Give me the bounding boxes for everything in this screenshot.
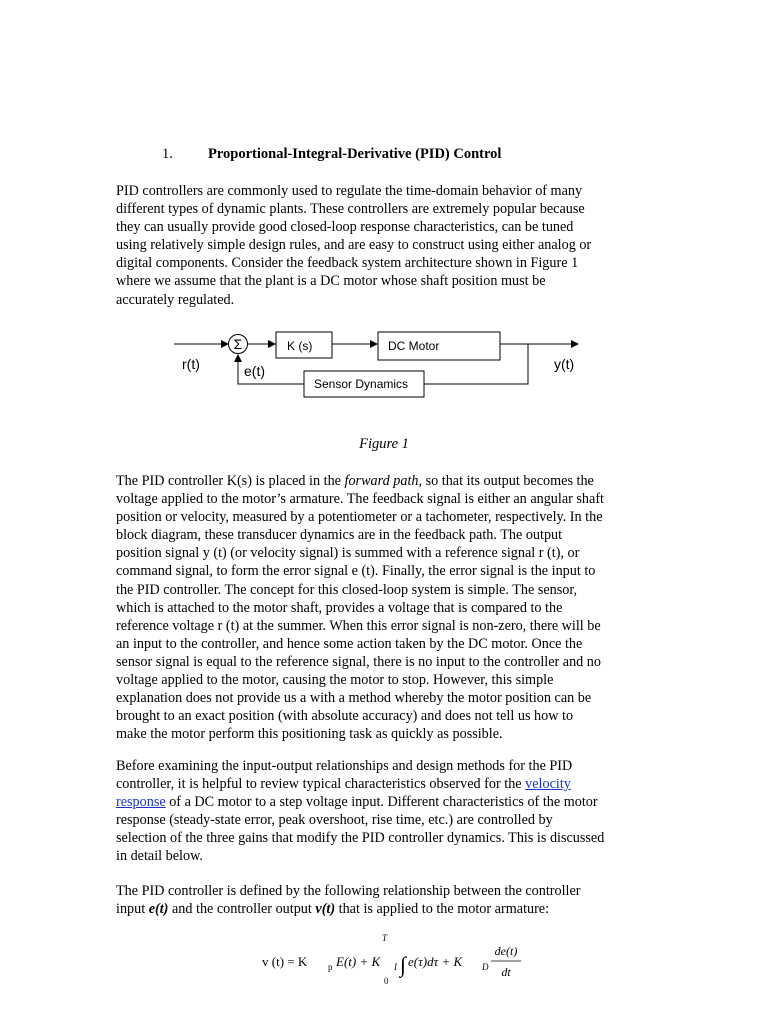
paragraph-line: where we assume that the plant is a DC motor whose shaft position must be [116,273,546,290]
section-heading [162,146,501,163]
equation-lhs: v (t) = K [262,954,308,969]
velocity-response-link-cont[interactable]: response [116,794,166,811]
controller-label: K (s) [287,339,313,353]
paragraph-line: sensor signal is equal to the reference signal, there is no input to the controller and no [116,653,601,670]
paragraph-line: explanation does not provide us a with a method whereby the motor position can be [116,690,592,707]
figure-caption: Figure 1 [359,436,409,452]
paragraph-line: position signal y (t) (or velocity signal) is summed with a reference signal r (t), or [116,545,580,562]
section-number: 1. [162,146,173,162]
paragraph-line: PID controllers are commonly used to regulate the time-domain behavior of many [116,183,583,199]
paragraph-line: in detail below. [116,848,203,865]
section-title: Proportional-Integral-Derivative (PID) Control [208,146,502,162]
pid-equation [262,930,522,990]
text-run: of a DC motor to a step voltage input. Different characteristics of the motor [165,794,598,811]
fraction-denominator: dt [501,965,511,979]
fraction-numerator: de(t) [494,944,518,958]
paragraph-line [116,775,656,793]
pid-equation-svg [262,930,522,990]
input-label: r(t) [182,356,200,372]
paragraph-velocity-response [116,757,656,866]
paragraph-line: response (steady-state error, peak overshoot, rise time, etc.) are controlled by [116,812,553,829]
paragraph-line [116,472,656,490]
ki-subscript: I [394,962,397,972]
paragraph-intro [116,182,656,309]
velocity-response-link[interactable]: velocity [525,776,571,793]
paragraph-line: voltage applied to the motor’s armature. The feedback signal is either an angular shaft [116,491,604,508]
equation-integrand: e(τ)dτ + K [408,954,463,969]
text-run: and the controller output [168,901,316,918]
paragraph-line: digital components. Consider the feedback system architecture shown in Figure 1 [116,255,579,272]
equation-term1: E(t) + K [336,954,381,969]
text-run: input [116,901,149,918]
paragraph-line: an input to the controller, and hence some action taken by the DC motor. Once the [116,635,583,652]
plant-label: DC Motor [388,339,440,353]
paragraph-line: Before examining the input-output relationships and design methods for the PID [116,758,573,774]
paragraph-line [116,900,656,918]
paragraph-line: reference voltage r (t) at the summer. When this error signal is non-zero, there will be [116,617,601,634]
paragraph-line: The PID controller is defined by the following relationship between the controller [116,883,581,899]
paragraph-line: brought to an exact position (with absolute accuracy) and does not tell us how to [116,708,574,725]
block-diagram [160,322,600,412]
paragraph-line: command signal, to form the error signal e (t). Finally, the error signal is the input to [116,563,596,580]
text-run: that is applied to the motor armature: [335,901,550,918]
kd-subscript: D [482,962,489,972]
paragraph-line: block diagram, these transducer dynamics are in the feedback path. The output [116,527,563,544]
integral-sign: ∫ [400,952,407,977]
paragraph-line: position or velocity, measured by a potentiometer or a tachometer, respectively. In the [116,509,603,526]
sensor-label: Sensor Dynamics [314,377,409,391]
paragraph-line [116,793,656,811]
paragraph-line: selection of the three gains that modify the PID controller dynamics. This is discussed [116,830,605,847]
output-label: y(t) [554,356,575,372]
emphasis-forward-path: forward path [344,473,419,489]
integral-upper-limit: T [382,933,388,943]
text-run: The PID controller K(s) is placed in the [116,473,345,489]
block-diagram-svg [160,322,600,412]
text-run: , so that its output becomes the [418,473,594,489]
paragraph-pid-controller [116,472,656,743]
sum-symbol: Σ [233,336,243,352]
error-signal-term: e(t) [148,901,169,918]
paragraph-line: different types of dynamic plants. These controllers are extremely popular because [116,201,585,218]
text-run: controller, it is helpful to review typical characteristics observed for the [116,776,526,793]
integral-lower-limit: 0 [384,976,389,986]
paragraph-line: which is attached to the motor shaft, provides a voltage that is compared to the [116,599,563,616]
paragraph-line: make the motor perform this positioning task as quickly as possible. [116,726,503,743]
paragraph-line: they can usually provide good closed-loop response characteristics, can be tuned [116,219,574,236]
error-label: e(t) [244,363,265,379]
paragraph-line: voltage applied to the motor, causing the motor to stop. However, this simple [116,672,554,689]
kp-subscript: p [328,962,333,972]
paragraph-definition [116,882,656,918]
output-signal-term: v(t) [315,901,336,918]
paragraph-line: accurately regulated. [116,291,235,308]
paragraph-line: using relatively simple design rules, and are easy to construct using either analog or [116,237,592,254]
paragraph-line: the PID controller. The concept for this closed-loop system is simple. The sensor, [116,581,578,598]
